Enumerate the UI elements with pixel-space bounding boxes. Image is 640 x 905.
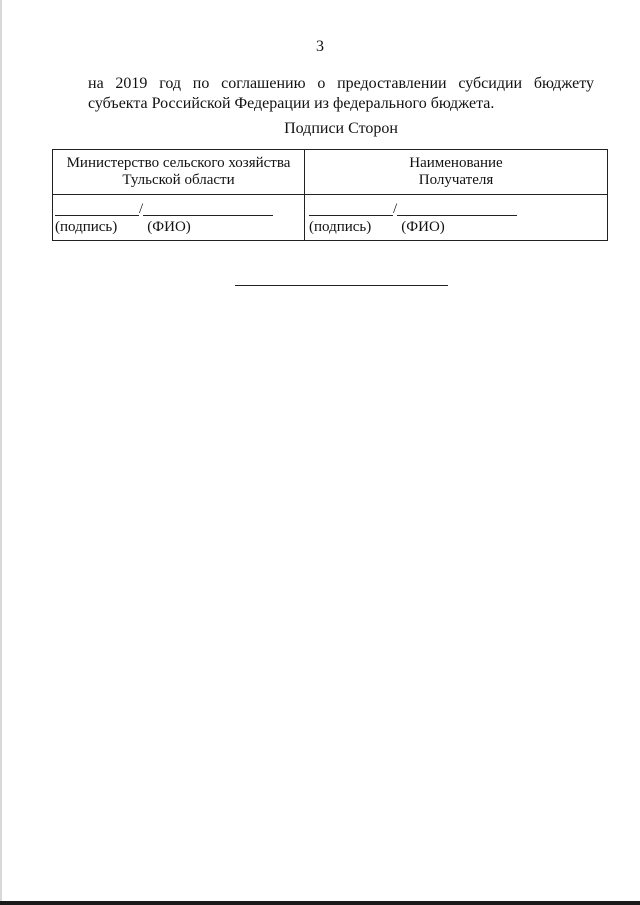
right-signature-label: (подпись) (309, 219, 372, 235)
right-name-blank (397, 202, 517, 216)
left-name-label: (ФИО) (147, 219, 191, 235)
left-name-blank (143, 202, 273, 216)
right-signature-line (309, 202, 517, 216)
signatures-title: Подписи Сторон (284, 120, 398, 137)
right-signature-blank (309, 202, 393, 216)
right-signature-caption (309, 219, 445, 236)
left-signature-label: (подпись) (55, 219, 118, 235)
table-row-divider (53, 194, 607, 195)
left-party-name (53, 155, 304, 189)
signatures-table (52, 149, 608, 241)
left-signature-caption (55, 219, 191, 236)
left-signature-line (55, 202, 273, 216)
right-party-line-1: Наименование (409, 155, 503, 171)
right-signature-slash: / (393, 201, 398, 217)
end-of-document-rule (235, 285, 448, 286)
page-bottom-edge (0, 901, 640, 905)
page-number: 3 (316, 38, 324, 55)
right-party-line-2: Получателя (418, 172, 494, 188)
left-party-line-1: Министерство сельского хозяйства (66, 155, 291, 171)
right-name-label: (ФИО) (401, 219, 445, 235)
left-party-line-2: Тульской области (122, 172, 235, 188)
right-party-name (305, 155, 607, 189)
body-paragraph: на 2019 год по соглашению о предоставлении субсидии бюджету субъекта Российской Федерации из федерального бюджета. (88, 75, 594, 112)
left-signature-blank (55, 202, 139, 216)
left-signature-slash: / (139, 201, 144, 217)
